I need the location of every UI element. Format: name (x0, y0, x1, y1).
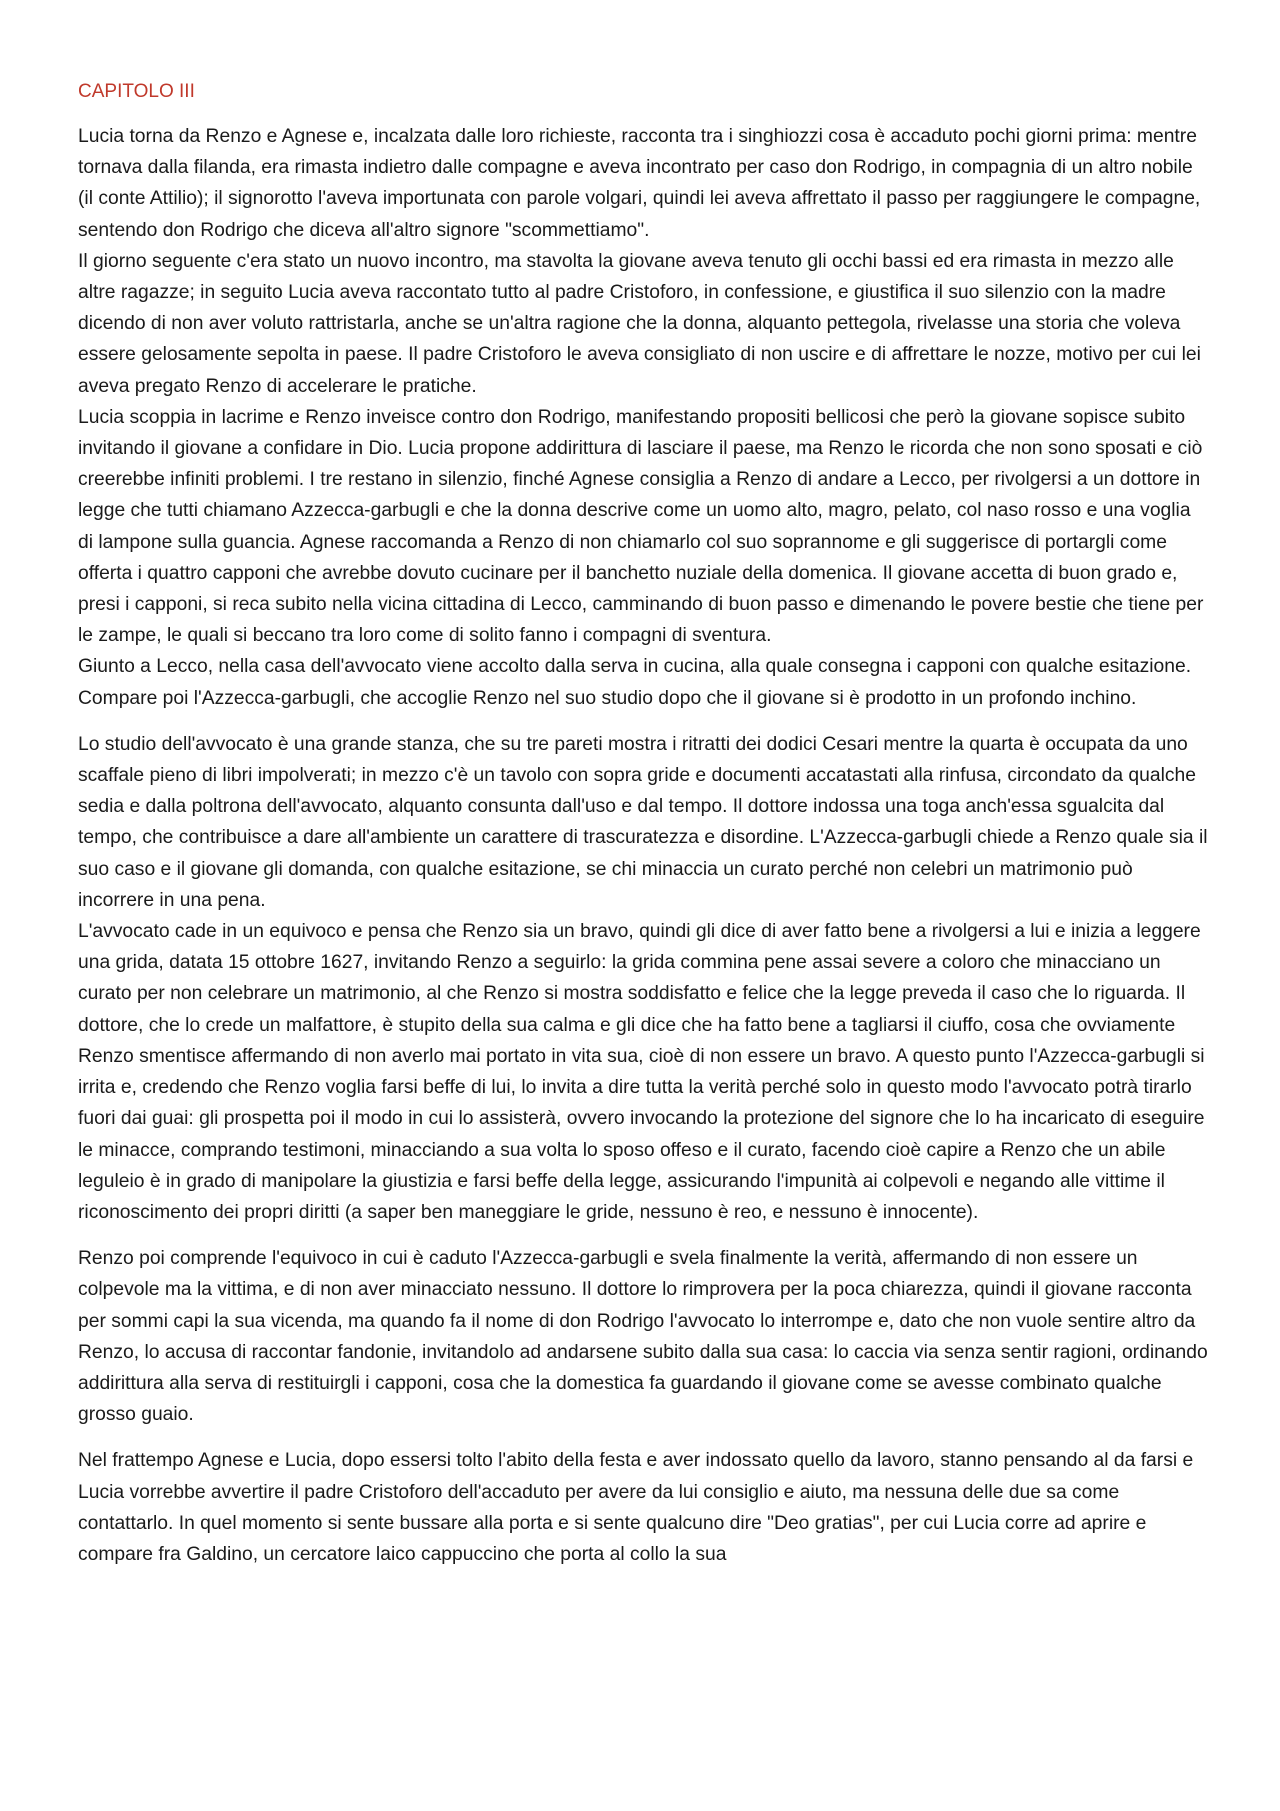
paragraph-text: Lo studio dell'avvocato è una grande stanza, che su tre pareti mostra i ritratti dei dodici Cesari mentre la quarta è occupata da uno scaffale pieno di libri impolverati; in mezzo c'è un tavolo con sopra gride e documenti accatastati alla rinfusa, circondato da qualche sedia e dalla poltrona dell'avvocato, alquanto consunta dall'uso e dal tempo. Il dottore indossa una toga anch'essa sgualcita dal tempo, che contribuisce a dare all'ambiente un carattere di trascuratezza e disordine. L'Azzecca-garbugli chiede a Renzo quale sia il suo caso e il giovane gli domanda, con qualche esitazione, se chi minaccia un curato perché non celebri un matrimonio può incorrere in una pena. (78, 733, 1208, 911)
paragraph-text: Il giorno seguente c'era stato un nuovo incontro, ma stavolta la giovane aveva tenuto gli occhi bassi ed era rimasta in mezzo alle altre ragazze; in seguito Lucia aveva raccontato tutto al padre Cristoforo, in confessione, e giustifica il suo silenzio con la madre dicendo di non aver voluto rattristarla, anche se un'altra ragione che la donna, alquanto pettegola, rivelasse una storia che voleva essere gelosamente sepolta in paese. Il padre Cristoforo le aveva consigliato di non uscire e di affrettare le nozze, motivo per cui lei aveva pregato Renzo di accelerare le pratiche. (78, 250, 1201, 397)
paragraph-text: Lucia scoppia in lacrime e Renzo inveisce contro don Rodrigo, manifestando propositi bellicosi che però la giovane sopisce subito invitando il giovane a confidare in Dio. Lucia propone addirittura di lasciare il paese, ma Renzo le ricorda che non sono sposati e ciò creerebbe infiniti problemi. I tre restano in silenzio, finché Agnese consiglia a Renzo di andare a Lecco, per rivolgersi a un dottore in legge che tutti chiamano Azzecca-garbugli e che la donna descrive come un uomo alto, magro, pelato, col naso rosso e una voglia di lampone sulla guancia. Agnese raccomanda a Renzo di non chiamarlo col suo soprannome e gli suggerisce di portargli come offerta i quattro capponi che avrebbe dovuto cucinare per il banchetto nuziale della domenica. Il giovane accetta di buon grado e, presi i capponi, si reca subito nella vicina cittadina di Lecco, camminando di buon passo e dimenando le povere bestie che tiene per le zampe, le quali si beccano tra loro come di solito fanno i compagni di sventura. (78, 406, 1204, 647)
paragraph-1 (78, 121, 1208, 714)
paragraph-text: Giunto a Lecco, nella casa dell'avvocato viene accolto dalla serva in cucina, alla quale consegna i capponi con qualche esitazione. Compare poi l'Azzecca-garbugli, che accoglie Renzo nel suo studio dopo che il giovane si è prodotto in un profondo inchino. (78, 656, 1192, 709)
document-page (78, 78, 1208, 1585)
paragraph-text: Nel frattempo Agnese e Lucia, dopo essersi tolto l'abito della festa e aver indossato quello da lavoro, stanno pensando al da farsi e Lucia vorrebbe avvertire il padre Cristoforo dell'accaduto per avere da lui consiglio e aiuto, ma nessuna delle due sa come contattarlo. In quel momento si sente bussare alla porta e si sente qualcuno dire "Deo gratias", per cui Lucia corre ad aprire e compare fra Galdino, un cercatore laico cappuccino che porta al collo la sua (78, 1450, 1194, 1565)
paragraph-3 (78, 1243, 1208, 1430)
paragraph-text: Renzo poi comprende l'equivoco in cui è caduto l'Azzecca-garbugli e svela finalmente la verità, affermando di non essere un colpevole ma la vittima, e di non aver minacciato nessuno. Il dottore lo rimprovera per la poca chiarezza, quindi il giovane racconta per sommi capi la sua vicenda, ma quando fa il nome di don Rodrigo l'avvocato lo interrompe e, dato che non vuole sentire altro da Renzo, lo accusa di raccontar fandonie, invitandolo ad andarsene subito dalla sua casa: lo caccia via senza sentir ragioni, ordinando addirittura alla serva di restituirgli i capponi, cosa che la domestica fa guardando il giovane come se avesse combinato qualche grosso guaio. (78, 1248, 1208, 1426)
paragraph-text: Lucia torna da Renzo e Agnese e, incalzata dalle loro richieste, racconta tra i singhiozzi cosa è accaduto pochi giorni prima: mentre tornava dalla filanda, era rimasta indietro dalle compagne e aveva incontrato per caso don Rodrigo, in compagnia di un altro nobile (il conte Attilio); il signorotto l'aveva importunata con parole volgari, quindi lei aveva affrettato il passo per raggiungere le compagne, sentendo don Rodrigo che diceva all'altro signore "scommettiamo". (78, 126, 1201, 241)
paragraph-text: L'avvocato cade in un equivoco e pensa che Renzo sia un bravo, quindi gli dice di aver fatto bene a rivolgersi a lui e inizia a leggere una grida, datata 15 ottobre 1627, invitando Renzo a seguirlo: la grida commina pene assai severe a coloro che minacciano un curato per non celebrare un matrimonio, al che Renzo si mostra soddisfatto e felice che la legge preveda il caso che lo riguarda. Il dottore, che lo crede un malfattore, è stupito della sua calma e gli dice che ha fatto bene a tagliarsi il ciuffo, cosa che ovviamente Renzo smentisce affermando di non averlo mai portato in vita sua, cioè di non essere un bravo. A questo punto l'Azzecca-garbugli si irrita e, credendo che Renzo voglia farsi beffe di lui, lo invita a dire tutta la verità perché solo in questo modo l'avvocato potrà tirarlo fuori dai guai: gli prospetta poi il modo in cui lo assisterà, ovvero invocando la protezione del signore che lo ha incaricato di eseguire le minacce, comprando testimoni, minacciando a sua volta lo sposo offeso e il curato, facendo cioè capire a Renzo che un abile leguleio è in grado di manipolare la giustizia e farsi beffe della legge, assicurando l'impunità ai colpevoli e negando alle vittime il riconoscimento dei propri diritti (a saper ben maneggiare le gride, nessuno è reo, e nessuno è innocente). (78, 921, 1205, 1223)
chapter-title: CAPITOLO III (78, 81, 195, 102)
paragraph-2 (78, 729, 1208, 1228)
paragraph-4 (78, 1445, 1208, 1570)
